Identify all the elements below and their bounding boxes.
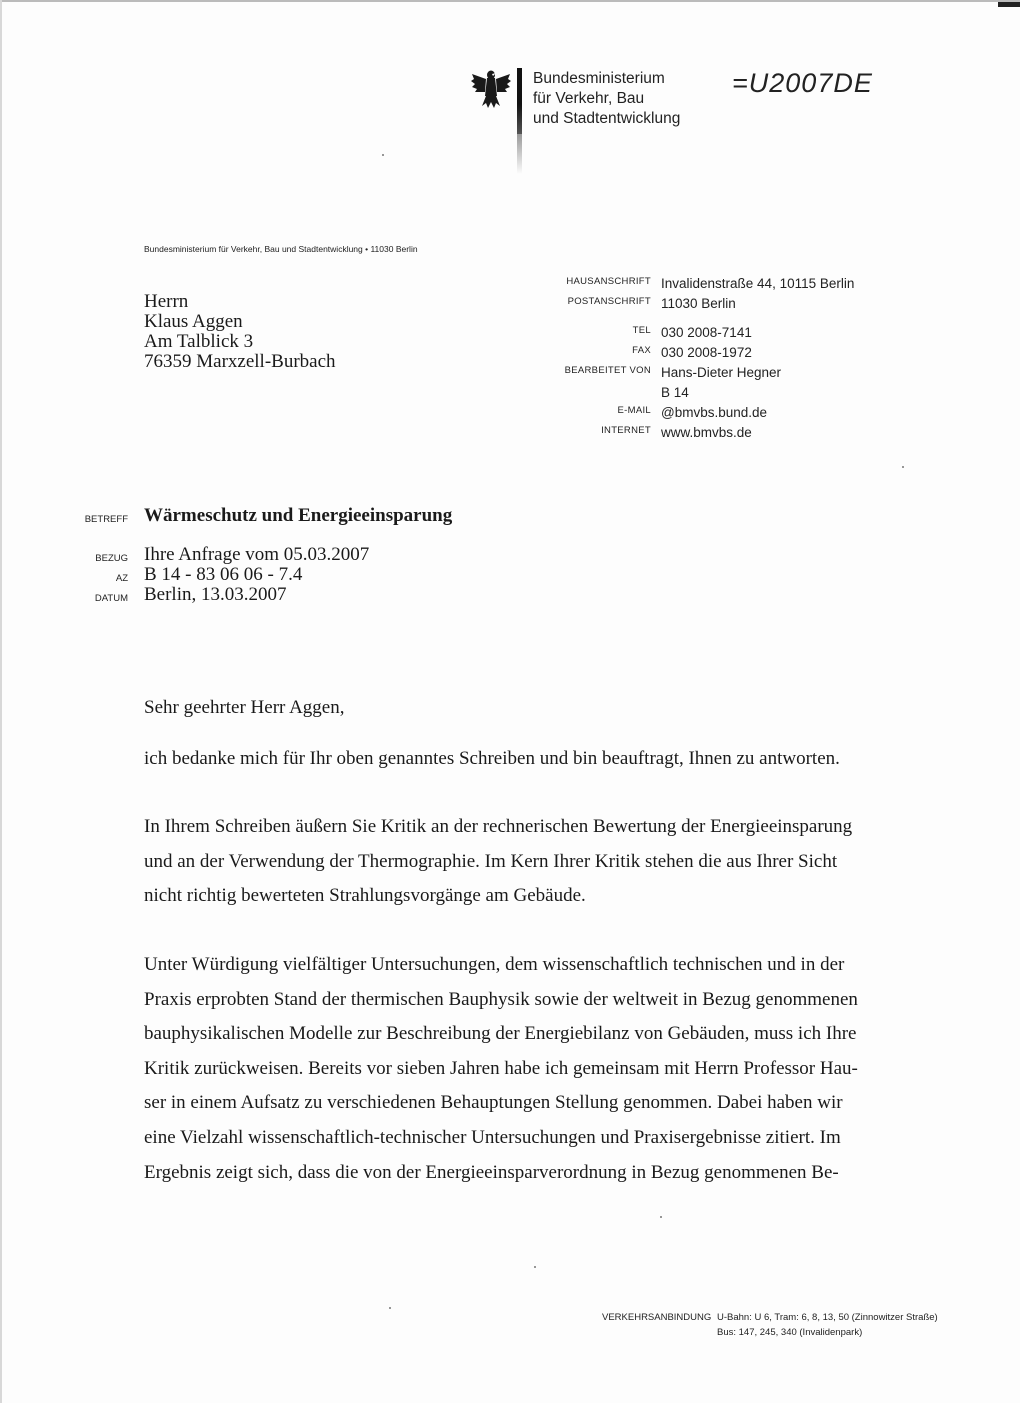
scan-speck bbox=[902, 466, 904, 468]
paragraph-line: Kritik zurückweisen. Bereits vor sieben Jahren habe ich gemeinsam mit Herrn Professor Hau- bbox=[144, 1057, 858, 1079]
scan-speck bbox=[382, 154, 384, 156]
footer-transit-line-1: U-Bahn: U 6, Tram: 6, 8, 13, 50 (Zinnowitzer Straße) bbox=[717, 1312, 938, 1323]
contact-label: FAX bbox=[632, 345, 651, 356]
contact-label: BEARBEITET VON bbox=[564, 365, 651, 376]
contact-value: 11030 Berlin bbox=[661, 296, 736, 311]
recipient-address bbox=[144, 292, 336, 372]
contact-label: HAUSANSCHRIFT bbox=[566, 276, 651, 287]
paragraph-line: Unter Würdigung vielfältiger Untersuchungen, dem wissenschaftlich technischen und in der bbox=[144, 954, 845, 975]
scan-speck bbox=[660, 1216, 662, 1218]
body-salutation: Sehr geehrter Herr Aggen, bbox=[144, 697, 345, 718]
recipient-street: Am Talblick 3 bbox=[144, 331, 254, 352]
contact-value[interactable]: @bmvbs.bund.de bbox=[661, 405, 768, 420]
paragraph-line: bauphysikalischen Modelle zur Beschreibung der Energiebilanz von Gebäuden, muss ich Ihre bbox=[144, 1023, 857, 1045]
paragraph-1 bbox=[144, 742, 914, 777]
handwritten-note: =U2007DE bbox=[732, 68, 873, 98]
recipient-city: 76359 Marxzell-Burbach bbox=[144, 351, 336, 372]
paragraph-line: und an der Verwendung der Thermographie. Im Kern Ihrer Kritik stehen die aus Ihrer Sicht bbox=[144, 850, 838, 872]
ministry-line-1: Bundesministerium bbox=[533, 70, 665, 87]
paragraph-line: eine Vielzahl wissenschaftlich-technischer Untersuchungen und Praxisergebnisse zitiert. Im bbox=[144, 1126, 841, 1148]
ministry-name bbox=[533, 69, 680, 129]
scan-corner-mark bbox=[998, 2, 1020, 7]
letterhead-bar bbox=[517, 68, 522, 134]
contact-value[interactable]: www.bmvbs.de bbox=[661, 425, 752, 440]
contact-label: E-MAIL bbox=[617, 405, 651, 416]
paragraph-line: ser in einem Aufsatz zu verschiedenen Behauptungen Stellung genommen. Dabei haben wir bbox=[144, 1092, 843, 1114]
datum-value: Berlin, 13.03.2007 bbox=[144, 584, 287, 605]
contact-value: 030 2008-1972 bbox=[661, 345, 752, 360]
az-label: AZ bbox=[115, 573, 128, 584]
federal-eagle-icon bbox=[470, 66, 512, 110]
datum-label: DATUM bbox=[94, 593, 128, 604]
paragraph-line: Ergebnis zeigt sich, dass die von der Energieeinsparverordnung in Bezug genommenen Be- bbox=[144, 1161, 839, 1183]
letterhead-bar-fade bbox=[517, 134, 522, 174]
paragraph-2 bbox=[144, 810, 914, 914]
contact-value: B 14 bbox=[661, 385, 689, 400]
paragraph-line: Praxis erprobten Stand der thermischen Bauphysik sowie der weltweit in Bezug genommenen bbox=[144, 988, 858, 1010]
paragraph-3 bbox=[144, 948, 914, 1190]
scan-speck bbox=[389, 1307, 391, 1309]
footer-transit-line-2: Bus: 147, 245, 340 (Invalidenpark) bbox=[717, 1327, 863, 1338]
betreff-label: BETREFF bbox=[84, 514, 128, 525]
paragraph-line: In Ihrem Schreiben äußern Sie Kritik an der rechnerischen Bewertung der Energieeinsparung bbox=[144, 816, 853, 837]
contact-label: INTERNET bbox=[601, 425, 651, 436]
return-address: Bundesministerium für Verkehr, Bau und Stadtentwicklung • 11030 Berlin bbox=[144, 244, 418, 254]
bezug-value: Ihre Anfrage vom 05.03.2007 bbox=[144, 544, 370, 565]
paragraph-line: ich bedanke mich für Ihr oben genanntes Schreiben und bin beauftragt, Ihnen zu antworten. bbox=[144, 748, 840, 769]
contact-value: Hans-Dieter Hegner bbox=[661, 365, 782, 380]
scan-edge-left bbox=[0, 0, 2, 1403]
scan-edge-top bbox=[0, 0, 1020, 2]
bezug-label: BEZUG bbox=[95, 553, 128, 564]
contact-value: 030 2008-7141 bbox=[661, 325, 752, 340]
subject: Wärmeschutz und Energieeinsparung bbox=[144, 505, 453, 526]
recipient-salutation: Herrn bbox=[144, 291, 189, 312]
footer-label: VERKEHRSANBINDUNG bbox=[602, 1312, 712, 1323]
contact-value: Invalidenstraße 44, 10115 Berlin bbox=[661, 276, 855, 291]
az-value: B 14 - 83 06 06 - 7.4 bbox=[144, 564, 303, 585]
ministry-line-3: und Stadtentwicklung bbox=[533, 110, 681, 127]
scan-speck bbox=[534, 1266, 536, 1268]
recipient-name: Klaus Aggen bbox=[144, 311, 243, 332]
ministry-line-2: für Verkehr, Bau bbox=[533, 90, 645, 107]
contact-label: POSTANSCHRIFT bbox=[567, 296, 651, 307]
paragraph-line: nicht richtig bewerteten Strahlungsvorgänge am Gebäude. bbox=[144, 885, 586, 907]
contact-label: TEL bbox=[632, 325, 651, 336]
